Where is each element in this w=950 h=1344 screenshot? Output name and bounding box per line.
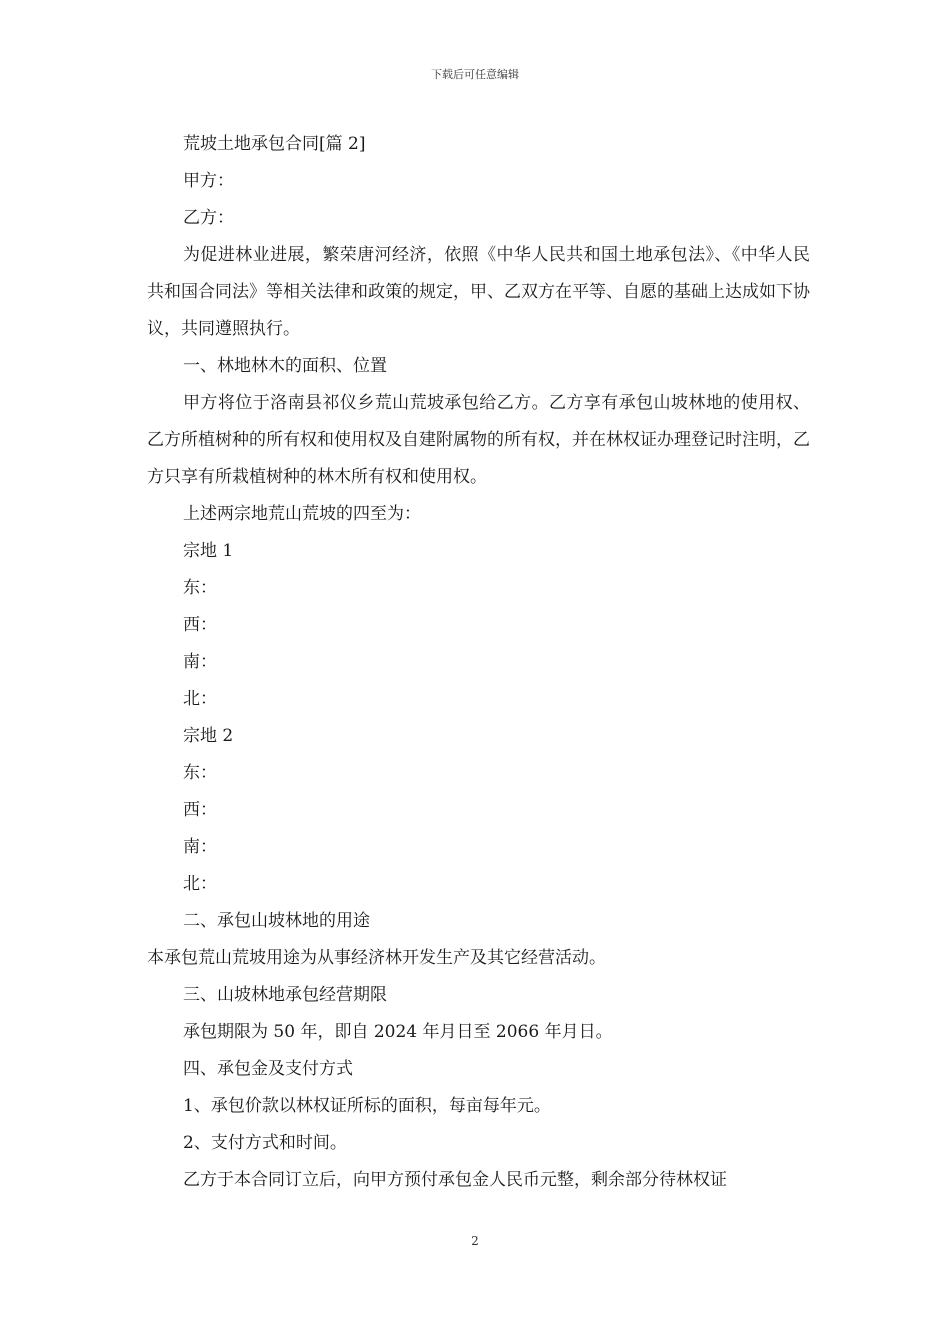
- section3-paragraph: 承包期限为 50 年，即自 2024 年月日至 2066 年月日。: [183, 1022, 613, 1042]
- parcel2-east: 东：: [183, 763, 217, 783]
- section4-heading: 四、承包金及支付方式: [183, 1059, 353, 1079]
- parcel1-east: 东：: [183, 578, 217, 598]
- section4-paragraph: 乙方于本合同订立后，向甲方预付承包金人民币元整，剩余部分待林权证: [183, 1170, 727, 1190]
- party-b-line: 乙方：: [183, 208, 234, 228]
- parcel1-label: 宗地 1: [183, 541, 234, 561]
- parcel2-north: 北：: [183, 874, 217, 894]
- parcel1-south: 南：: [183, 652, 217, 672]
- preamble-paragraph: 为促进林业进展，繁荣唐河经济，依照《中华人民共和国土地承包法》、《中华人民共和国合同法》等相关法律和政策的规定，甲、乙双方在平等、自愿的基础上达成如下协议，共同遵照执行。: [147, 245, 810, 339]
- boundaries-intro: 上述两宗地荒山荒坡的四至为：: [183, 504, 421, 524]
- section4-item2: 2、支付方式和时间。: [183, 1133, 347, 1153]
- parcel2-west: 西：: [183, 800, 217, 820]
- page-number: 2: [471, 1234, 479, 1248]
- section2-paragraph: 本承包荒山荒坡用途为从事经济林开发生产及其它经营活动。: [147, 948, 606, 968]
- section1-heading: 一、林地林木的面积、位置: [183, 356, 387, 376]
- party-a-line: 甲方：: [183, 171, 234, 191]
- document-body: [147, 126, 810, 1199]
- parcel2-label: 宗地 2: [183, 726, 234, 746]
- section1-paragraph: 甲方将位于洛南县祁仪乡荒山荒坡承包给乙方。乙方享有承包山坡林地的使用权、乙方所植树种的所有权和使用权及自建附属物的所有权，并在林权证办理登记时注明，乙方只享有所栽植树种的林木所有权和使用权。: [147, 393, 810, 487]
- section3-heading: 三、山坡林地承包经营期限: [183, 985, 387, 1005]
- parcel2-south: 南：: [183, 837, 217, 857]
- section4-item1: 1、承包价款以林权证所标的面积，每亩每年元。: [183, 1096, 551, 1116]
- section2-heading: 二、承包山坡林地的用途: [183, 911, 370, 931]
- parcel1-north: 北：: [183, 689, 217, 709]
- page-header: 下载后可任意编辑: [431, 68, 519, 81]
- contract-title: 荒坡土地承包合同[篇 2]: [183, 134, 366, 154]
- parcel1-west: 西：: [183, 615, 217, 635]
